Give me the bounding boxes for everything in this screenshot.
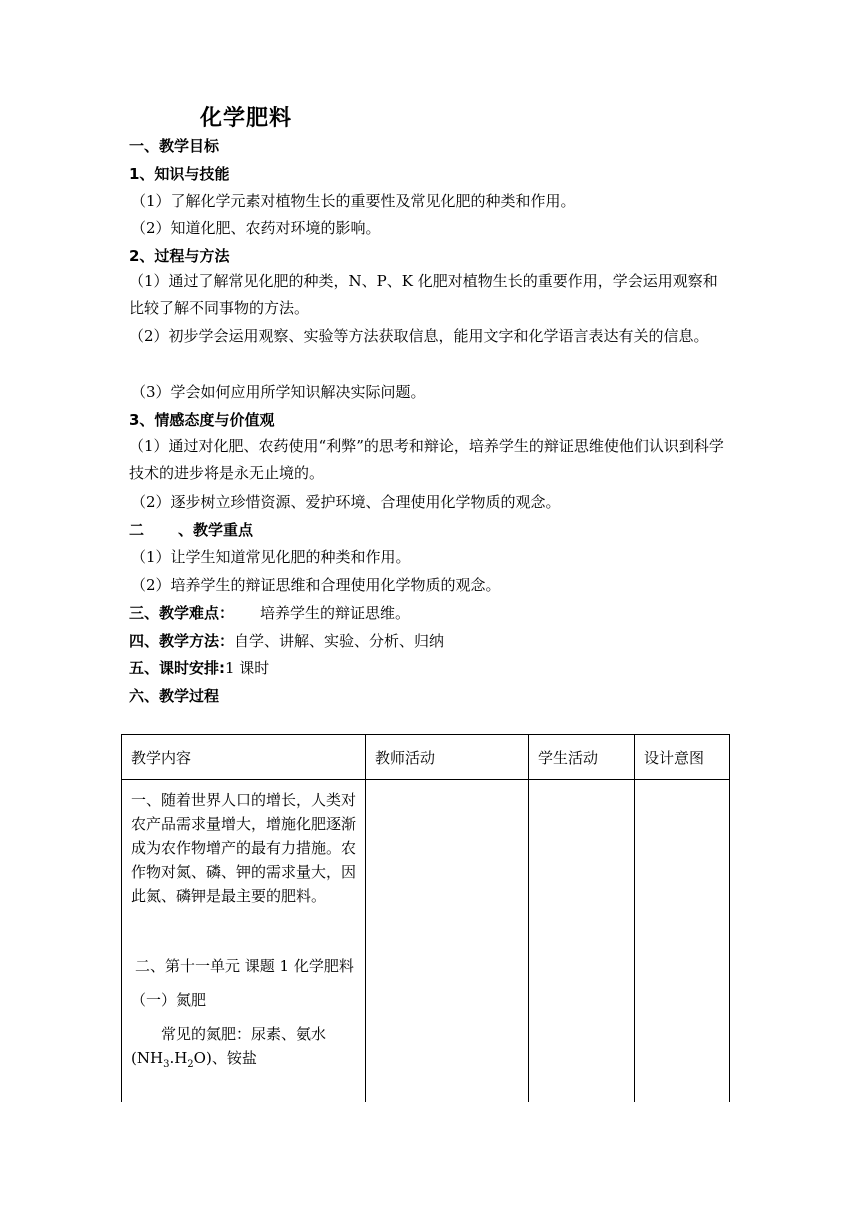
- heading-attitudes-values: 3、情感态度与价值观: [129, 411, 275, 429]
- content-cell: [122, 780, 366, 1103]
- methods-label: 四、教学方法：: [129, 632, 235, 650]
- table-header-row: [122, 735, 730, 780]
- goal-item-1-1: （1）了解化学元素对植物生长的重要性及常见化肥的种类和作用。: [131, 192, 576, 210]
- schedule-value: 1 课时: [225, 659, 270, 677]
- heading-key-points-label: 、教学重点: [178, 521, 254, 539]
- goal-item-2-1: （1）通过了解常见化肥的种类，N、P、K 化肥对植物生长的重要作用，学会运用观察和比较了解不同事物的方法。: [129, 272, 718, 317]
- header-content: 教学内容: [122, 735, 366, 780]
- goal-item-2-3: （3）学会如何应用所学知识解决实际问题。: [131, 383, 426, 401]
- nitrogen-types-text-3: O)、铵盐: [193, 1049, 257, 1067]
- goal-item-2-2: （2）初步学会运用观察、实验等方法获取信息，能用文字和化学语言表达有关的信息。: [129, 327, 709, 345]
- methods-row: [129, 631, 444, 651]
- teacher-activity-cell: [366, 780, 529, 1103]
- content-paragraph-nitrogen: （一）氮肥: [131, 991, 207, 1009]
- subscript-3: 3: [163, 1059, 170, 1070]
- nitrogen-types-text: 常见的氮肥：尿素、氨水(NH: [131, 1025, 327, 1067]
- difficulty-label: 三、教学难点：: [129, 604, 235, 622]
- design-intent-cell: [635, 780, 730, 1103]
- heading-knowledge-skills: 1、知识与技能: [129, 165, 230, 183]
- goal-item-3-2: （2）逐步树立珍惜资源、爱护环境、合理使用化学物质的观念。: [131, 493, 561, 511]
- key-point-1: （1）让学生知道常见化肥的种类和作用。: [131, 548, 411, 566]
- heading-process-methods: 2、过程与方法: [129, 247, 230, 265]
- goal-item-1-2: （2）知道化肥、农药对环境的影响。: [131, 219, 381, 237]
- heading-key-points: [129, 520, 253, 540]
- goal-item-3-1: （1）通过对化肥、农药使用“利弊”的思考和辩论，培养学生的辩证思维使他们认识到科学技术的进步将是永无止境的。: [129, 437, 724, 482]
- content-paragraph-nitrogen-types: [131, 1022, 356, 1077]
- difficulty-row: [129, 603, 410, 623]
- content-paragraph-unit: 二、第十一单元 课题 1 化学肥料: [135, 957, 354, 975]
- header-student-activity: 学生活动: [529, 735, 635, 780]
- lesson-plan-table: [121, 734, 730, 1102]
- header-design-intent: 设计意图: [635, 735, 730, 780]
- heading-key-points-number: 二: [129, 521, 145, 539]
- methods-value: 自学、讲解、实验、分析、归纳: [234, 632, 445, 650]
- schedule-label: 五、课时安排:: [129, 659, 225, 677]
- header-teacher-activity: 教师活动: [366, 735, 529, 780]
- schedule-row: [129, 658, 269, 678]
- content-paragraph-intro: 一、随着世界人口的增长，人类对农产品需求量增大，增施化肥逐渐成为农作物增产的最有力措施。农作物对氮、磷、钾的需求量大，因此氮、磷钾是最主要的肥料。: [131, 791, 357, 905]
- student-activity-cell: [529, 780, 635, 1103]
- nitrogen-types-text-2: .H: [169, 1049, 188, 1067]
- heading-teaching-process: 六、教学过程: [129, 687, 220, 705]
- subscript-2: 2: [187, 1059, 194, 1070]
- document-title: 化学肥料: [200, 106, 293, 131]
- difficulty-value: 培养学生的辩证思维。: [260, 604, 411, 622]
- table-row: [122, 780, 730, 1103]
- heading-teaching-goals: 一、教学目标: [129, 137, 220, 155]
- key-point-2: （2）培养学生的辩证思维和合理使用化学物质的观念。: [131, 576, 501, 594]
